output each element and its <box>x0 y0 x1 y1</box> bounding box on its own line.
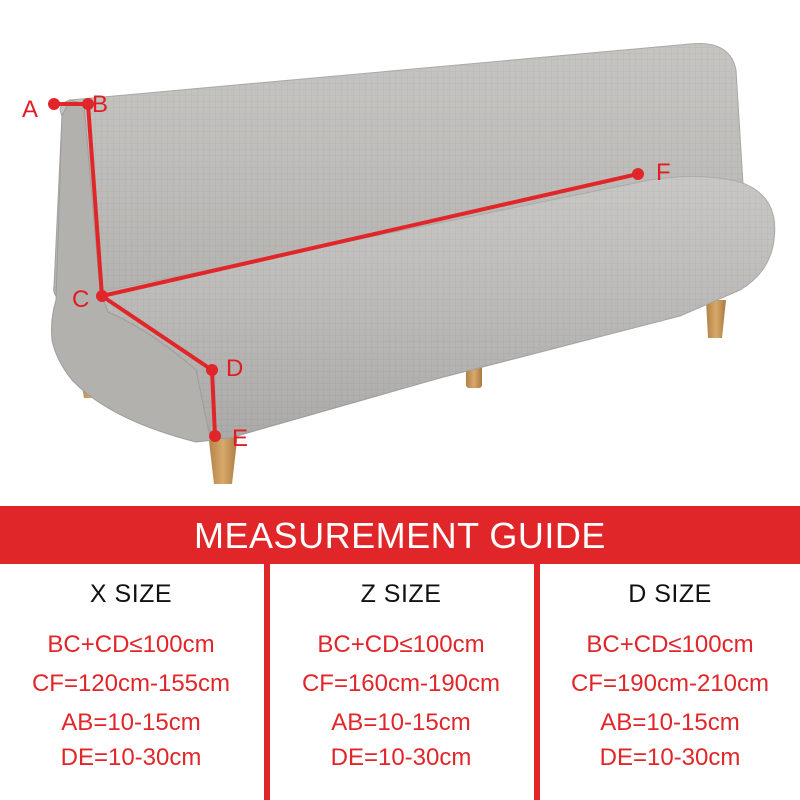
point-label-a: A <box>22 96 39 123</box>
point-label-d: D <box>226 355 244 382</box>
size-title: D SIZE <box>628 580 712 608</box>
size-title: Z SIZE <box>360 580 442 608</box>
size-spec: DE=10-30cm <box>599 744 741 771</box>
size-spec: BC+CD≤100cm <box>317 631 485 658</box>
size-spec: BC+CD≤100cm <box>586 631 754 658</box>
size-title: X SIZE <box>89 580 173 608</box>
point-label-b: B <box>92 91 109 118</box>
size-spec: AB=10-15cm <box>600 709 740 736</box>
size-column-z <box>270 564 532 800</box>
size-spec: BC+CD≤100cm <box>47 631 215 658</box>
size-spec: CF=190cm-210cm <box>570 670 770 697</box>
size-spec: AB=10-15cm <box>61 709 201 736</box>
point-label-c: C <box>72 286 90 313</box>
size-spec: DE=10-30cm <box>330 744 472 771</box>
size-spec: DE=10-30cm <box>60 744 202 771</box>
size-column-d <box>540 564 800 800</box>
size-spec: AB=10-15cm <box>331 709 471 736</box>
point-label-f: F <box>656 159 671 186</box>
size-spec: CF=160cm-190cm <box>301 670 501 697</box>
guide-title: MEASUREMENT GUIDE <box>194 515 606 556</box>
size-column-x <box>0 564 262 800</box>
point-label-e: E <box>232 425 249 452</box>
size-spec: CF=120cm-155cm <box>31 670 231 697</box>
size-table <box>0 564 800 800</box>
measurement-guide <box>0 506 800 800</box>
